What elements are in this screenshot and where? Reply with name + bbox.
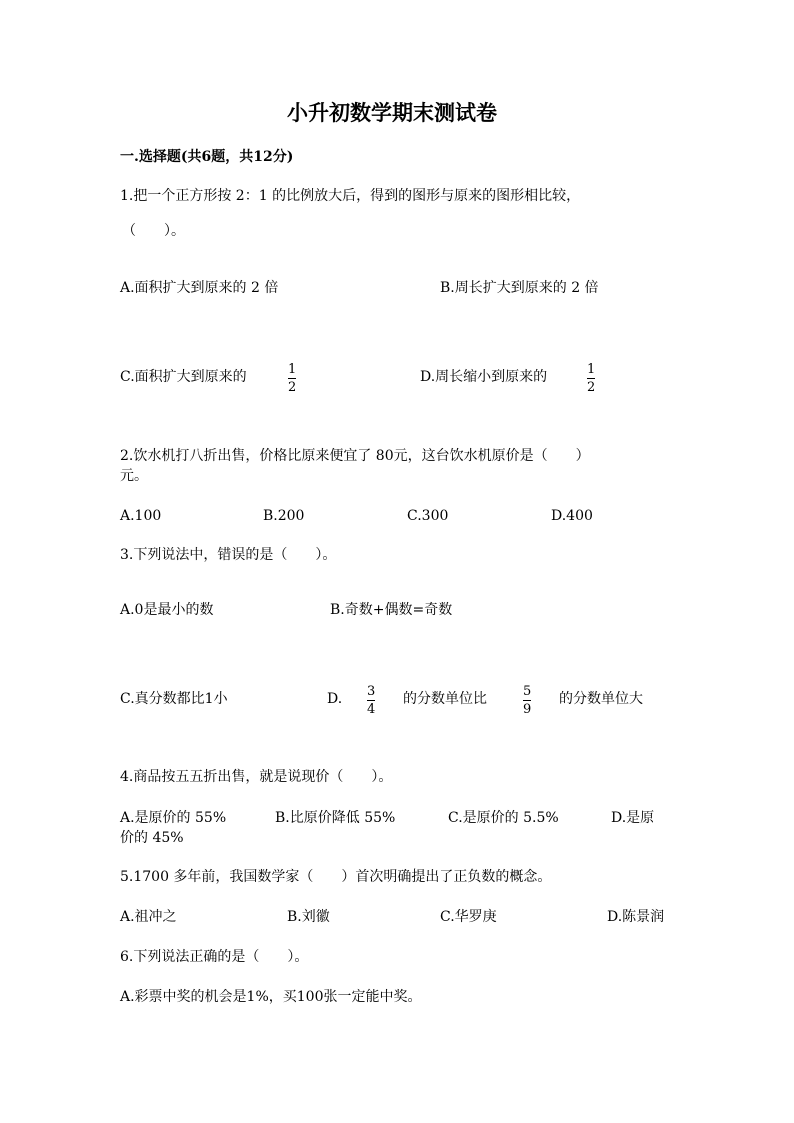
question-1-answer-blank: （ ）。 — [122, 223, 185, 239]
question-1-option-a: A.面积扩大到原来的 2 倍 — [120, 280, 279, 296]
fraction-bar — [288, 378, 296, 379]
question-6-stem: 6.下列说法正确的是（ ）。 — [120, 949, 309, 965]
fraction-denominator: 2 — [288, 380, 297, 395]
question-5-option-d: D.陈景润 — [607, 909, 665, 925]
fraction-denominator: 2 — [587, 380, 596, 395]
question-2-stem: 2.饮水机打八折出售，价格比原来便宜了 80元，这台饮水机原价是（ ） — [120, 448, 590, 464]
question-1-option-c-fraction — [288, 362, 296, 395]
fraction-numerator: 5 — [523, 684, 532, 699]
question-5-stem: 5.1700 多年前，我国数学家（ ）首次明确提出了正负数的概念。 — [120, 869, 552, 885]
question-1-option-c: C.面积扩大到原来的 — [120, 369, 247, 385]
question-3-option-d-fraction-2 — [523, 684, 531, 717]
question-2-option-d: D.400 — [551, 508, 593, 524]
question-5-option-a: A.祖冲之 — [120, 909, 177, 925]
question-2-stem-continued: 元。 — [120, 468, 148, 484]
fraction-denominator: 4 — [367, 702, 376, 717]
question-1-option-b: B.周长扩大到原来的 2 倍 — [440, 280, 599, 296]
fraction-numerator: 1 — [288, 362, 297, 377]
question-3-stem: 3.下列说法中，错误的是（ ）。 — [120, 547, 337, 563]
question-3-option-b: B.奇数+偶数=奇数 — [330, 602, 453, 618]
question-4-stem: 4.商品按五五折出售，就是说现价（ ）。 — [120, 769, 393, 785]
fraction-numerator: 3 — [367, 684, 376, 699]
question-2-option-a: A.100 — [120, 508, 162, 524]
question-2-option-c: C.300 — [407, 508, 449, 524]
question-5-option-b: B.刘徽 — [287, 909, 330, 925]
question-1-stem: 1.把一个正方形按 2：1 的比例放大后，得到的图形与原来的图形相比较， — [120, 188, 581, 204]
question-1-option-d: D.周长缩小到原来的 — [420, 369, 548, 385]
question-4-option-d-continued: 价的 45% — [120, 830, 184, 846]
question-4-option-b: B.比原价降低 55% — [275, 810, 396, 826]
question-3-option-c: C.真分数都比1小 — [120, 691, 228, 707]
page-title: 小升初数学期末测试卷 — [287, 100, 497, 125]
fraction-bar — [523, 700, 531, 701]
fraction-denominator: 9 — [523, 702, 532, 717]
question-3-option-d-prefix: D. — [327, 691, 343, 707]
question-4-option-a: A.是原价的 55% — [120, 810, 227, 826]
question-3-option-d-suffix: 的分数单位大 — [559, 691, 643, 707]
question-3-option-d-fraction-1 — [367, 684, 375, 717]
question-2-option-b: B.200 — [263, 508, 305, 524]
section-heading: 一.选择题(共6题，共12分) — [120, 149, 294, 165]
fraction-bar — [587, 378, 595, 379]
question-4-option-d: D.是原 — [611, 810, 655, 826]
question-1-option-d-fraction — [587, 362, 595, 395]
fraction-bar — [367, 700, 375, 701]
question-5-option-c: C.华罗庚 — [440, 909, 497, 925]
question-6-option-a: A.彩票中奖的机会是1%，买100张一定能中奖。 — [120, 989, 422, 1005]
question-3-option-a: A.0是最小的数 — [120, 602, 214, 618]
question-3-option-d-middle: 的分数单位比 — [403, 691, 487, 707]
question-4-option-c: C.是原价的 5.5% — [448, 810, 559, 826]
fraction-numerator: 1 — [587, 362, 596, 377]
